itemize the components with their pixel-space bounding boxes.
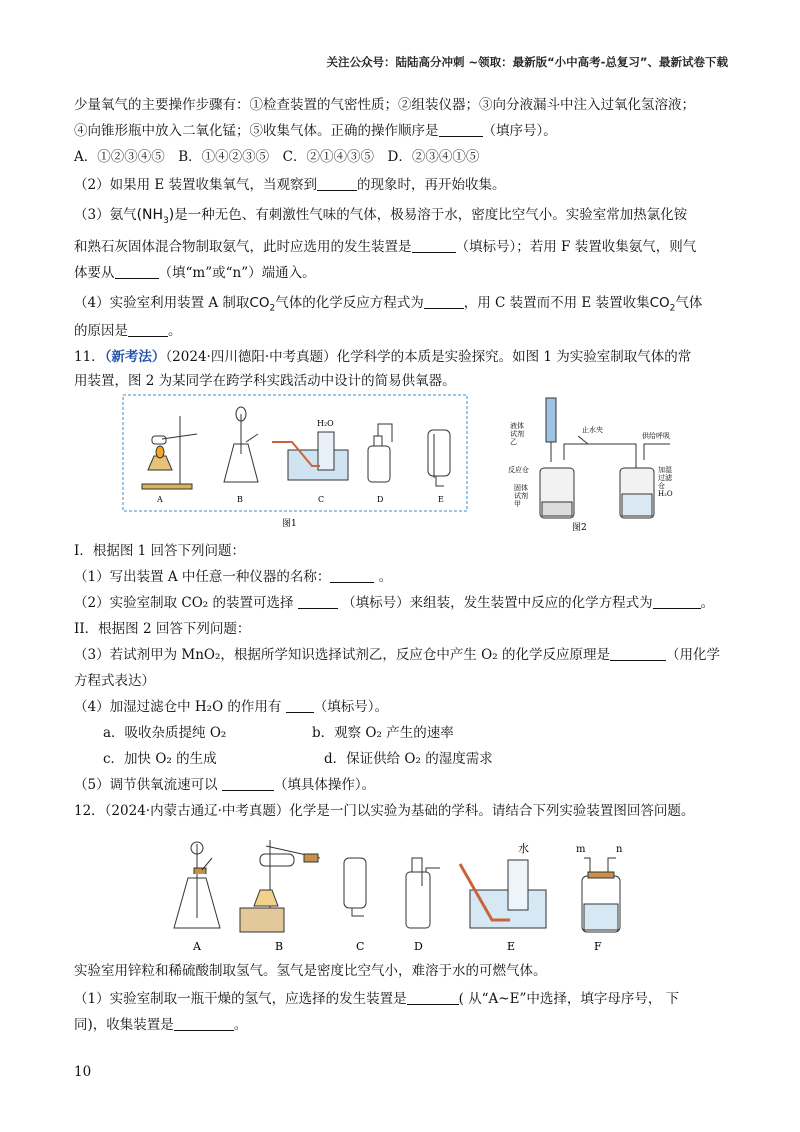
figure-q12-apparatus: [170, 828, 640, 954]
q11-option-d: d．保证供给 O₂ 的湿度需求: [324, 751, 493, 767]
fig12-label-b: B: [275, 940, 284, 953]
q11-p3: （3）若试剂甲为 MnO₂，根据所学知识选择试剂乙，反应仓中产生 O₂ 的化学反应原理是 （用化学: [74, 647, 720, 663]
figure-2-oxygen-supplier: [508, 390, 688, 534]
fig2-label-clamp: 止水夹: [582, 426, 603, 434]
fig2-label-breath: 供给呼吸: [642, 432, 670, 440]
q10-p3-line2: 和熟石灰固体混合物制取氨气，此时应选用的发生装置是 （填标号）；若用 F 装置收集氨气，则气: [74, 239, 697, 255]
fig2-label-liquid: 液体: [510, 422, 524, 430]
answer-blank[interactable]: [115, 264, 159, 279]
q10-p3b: 是一种无色、有刺激性气味的气体，极易溶于水，密度比空气小。实验室常加热氯化铵: [174, 207, 688, 223]
q10-p3a: （3）氨气: [74, 207, 137, 223]
q11-part-ii: II．根据图 2 回答下列问题：: [74, 621, 251, 637]
q11-p2: （2）实验室制取 CO₂ 的装置可选择 （填标号）来组装，发生装置中反应的化学方程式为 。: [74, 595, 715, 611]
answer-blank[interactable]: [298, 594, 338, 609]
answer-blank[interactable]: [412, 238, 456, 253]
page-header: 关注公众号：陆陆高分冲刺 ~领取：最新版“小中高考-总复习”、最新试卷下载: [326, 55, 728, 69]
q12-p1: （1）实验室制取一瓶干燥的氢气，应选择的发生装置是 ( 从“A~E”中选择，填字母序号， 下: [74, 991, 680, 1007]
fig2-label-chamber: 反应仓: [508, 466, 529, 474]
q10-p2a: （2）如果用 E 装置收集氧气，当观察到: [74, 177, 318, 193]
fig12-n-label: n: [616, 844, 623, 855]
q10-part4: （4）实验室利用装置 A 制取$CO_2$气体的化学反应方程式为 ，用 C 装置而不用 E 装置收集$CO_2$气体: [74, 295, 703, 314]
q10-part3: [74, 206, 687, 230]
q11-p3-line2: 方程式表达）: [74, 673, 155, 689]
answer-blank[interactable]: [653, 594, 701, 609]
answer-blank[interactable]: [439, 122, 483, 137]
q10-part2: [74, 176, 506, 194]
fig12-label-d: D: [414, 940, 423, 953]
fig2-label-h2o: H₂O: [658, 490, 673, 498]
fig2-caption: 图2: [572, 523, 587, 533]
answer-blank[interactable]: [174, 1016, 234, 1031]
fig2-label-humid: 加湿: [658, 466, 672, 474]
fig1-h2o-label: H₂O: [317, 419, 334, 428]
fig2-label-filter: 过滤: [658, 474, 672, 482]
q12-line1: 12．（2024·内蒙古通辽·中考真题）化学是一门以实验为基础的学科。请结合下列实验装置图回答问题。: [74, 803, 695, 819]
q11-p5: （5）调节供氧流速可以 （填具体操作）。: [74, 777, 376, 793]
answer-blank[interactable]: [610, 646, 666, 661]
fig12-m-label: m: [576, 844, 586, 855]
fig12-label-c: C: [356, 940, 365, 953]
nh3-formula: $(NH_3)$: [136, 207, 175, 226]
fig12-water-label: 水: [518, 842, 529, 855]
answer-blank[interactable]: [286, 698, 314, 713]
q10-line2: [74, 122, 557, 140]
q10-line1: 少量氧气的主要操作步骤有：①检查装置的气密性质；②组装仪器；③向分液漏斗中注入过氧化氢溶液；: [74, 97, 695, 113]
q11-option-a: a．吸收杂质提纯 O₂: [103, 725, 227, 741]
q11-option-b: b．观察 O₂ 产生的速率: [312, 725, 454, 741]
figure-1-apparatus: [122, 394, 468, 534]
fig1-label-c: C: [318, 495, 325, 504]
co2-formula: $CO_2$: [249, 295, 276, 314]
fig2-label-jia: 甲: [514, 500, 521, 508]
page-number: 10: [74, 1064, 92, 1080]
q10-line2a: ④向锥形瓶中放入二氧化锰；⑤收集气体。正确的操作顺序是: [74, 123, 439, 139]
answer-blank[interactable]: [317, 176, 357, 191]
answer-blank[interactable]: [330, 568, 374, 583]
fig1-label-d: D: [377, 495, 384, 504]
fig1-label-e: E: [438, 495, 444, 504]
q10-line2b: （填序号）。: [482, 123, 557, 139]
answer-blank[interactable]: [222, 776, 274, 791]
q12-intro: 实验室用锌粒和稀硫酸制取氢气。氢气是密度比空气小，难溶于水的可燃气体。: [74, 963, 547, 979]
fig12-label-e: E: [507, 940, 516, 953]
fig1-label-a: A: [157, 495, 163, 504]
answer-blank[interactable]: [128, 322, 168, 337]
fig2-label-reagent: 试剂: [510, 430, 524, 438]
new-method-tag: （新考法）: [104, 349, 166, 365]
q11-line1: 11．（新考法）（2024·四川德阳·中考真题）化学科学的本质是实验探究。如图 1 为实验室制取气体的常: [74, 349, 692, 365]
q10-p2b: 的现象时，再开始收集。: [357, 177, 506, 193]
co2-formula: $CO_2$: [649, 295, 676, 314]
fig2-label-cang: 仓: [658, 482, 665, 490]
q11-p4: （4）加湿过滤仓中 H₂O 的作用有 （填标号）。: [74, 699, 388, 715]
fig12-label-a: A: [193, 940, 201, 953]
answer-blank[interactable]: [407, 990, 459, 1005]
q10-p4-line2: 的原因是 。: [74, 323, 182, 339]
q11-option-c: c．加快 O₂ 的生成: [103, 751, 217, 767]
answer-blank[interactable]: [424, 294, 464, 309]
fig1-caption: 图1: [282, 519, 297, 529]
q11-p1: （1）写出装置 A 中任意一种仪器的名称： 。: [74, 569, 393, 585]
q11-part-i: I．根据图 1 回答下列问题：: [74, 543, 246, 559]
q11-line2: 用装置，图 2 为某同学在跨学科实践活动中设计的简易供氧器。: [74, 373, 456, 389]
fig2-label-yi: 乙: [510, 438, 517, 446]
q10-options: A．①②③④⑤ B．①④②③⑤ C．②①④③⑤ D．②③④①⑤: [74, 149, 480, 165]
fig2-label-reagent2: 试剂: [514, 492, 528, 500]
fig12-label-f: F: [594, 940, 602, 953]
q10-p3-line3: 体要从 （填“m”或“n”）端通入。: [74, 265, 316, 281]
q12-p1-line2: 同)，收集装置是 。: [74, 1017, 248, 1033]
fig1-label-b: B: [237, 495, 243, 504]
fig2-label-solid: 固体: [514, 484, 528, 492]
